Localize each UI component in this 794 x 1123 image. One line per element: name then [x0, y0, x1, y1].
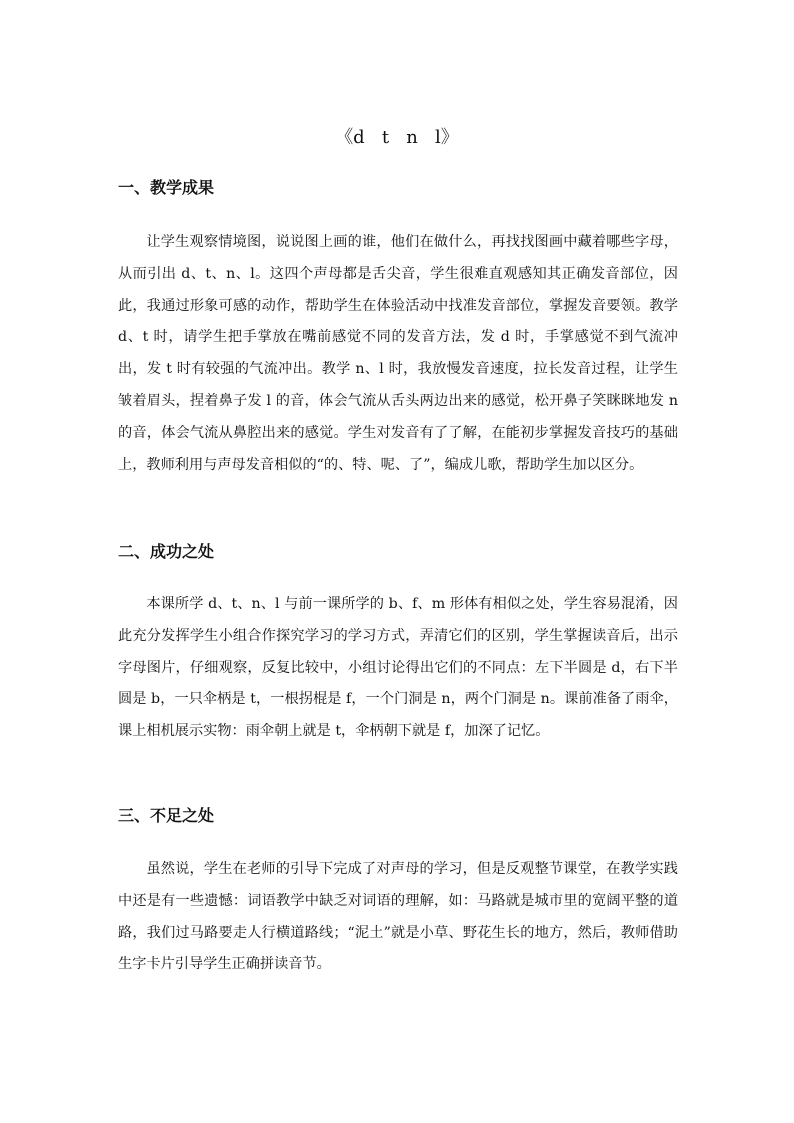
document-title: 《d t n l》 — [335, 127, 459, 148]
section-heading-shortcomings: 三、不足之处 — [118, 806, 215, 825]
section-paragraph-results: 让学生观察情境图，说说图上画的谁，他们在做什么，再找找图画中藏着哪些字母，从而引出 d、t、n、l。这四个声母都是舌尖音，学生很难直观感知其正确发音部位，因此，我通过形象可感的动作，帮助学生在体验活动中找准发音部位，掌握发音要领。教学 d、t 时，请学生把手掌放在嘴前感觉不同的发音方法，发 d 时，手掌感觉不到气流冲出，发 t 时有较强的气流冲出。教学 n、l 时，我放慢发音速度，拉长发音过程，让学生皱着眉头，捏着鼻子发 l 的音，体会气流从舌头两边出来的感觉，松开鼻子笑眯眯地发 n 的音，体会气流从鼻腔出来的感觉。学生对发音有了了解，在能初步掌握发音技巧的基础上，教师利用与声母发音相似的“的、特、呢、了”，编成儿歌，帮助学生加以区分。 — [118, 234, 678, 473]
section-heading-successes: 二、成功之处 — [118, 542, 215, 561]
section-heading-results: 一、教学成果 — [118, 178, 215, 197]
section-paragraph-shortcomings: 虽然说，学生在老师的引导下完成了对声母的学习，但是反观整节课堂，在教学实践中还是有一些遗憾：词语教学中缺乏对词语的理解，如：马路就是城市里的宽阔平整的道路，我们过马路要走人行横道路线；“泥土”就是小草、野花生长的地方，然后，教师借助生字卡片引导学生正确拼读音节。 — [118, 861, 678, 973]
section-paragraph-successes: 本课所学 d、t、n、l 与前一课所学的 b、f、m 形体有相似之处，学生容易混淆，因此充分发挥学生小组合作探究学习的学习方式，弄清它们的区别，学生掌握读音后，出示字母图片，仔细观察，反复比较中，小组讨论得出它们的不同点：左下半圆是 d，右下半圆是 b，一只伞柄是 t，一根拐棍是 f，一个门洞是 n，两个门洞是 n。课前准备了雨伞，课上相机展示实物：雨伞朝上就是 t，伞柄朝下就是 f，加深了记忆。 — [118, 596, 678, 740]
